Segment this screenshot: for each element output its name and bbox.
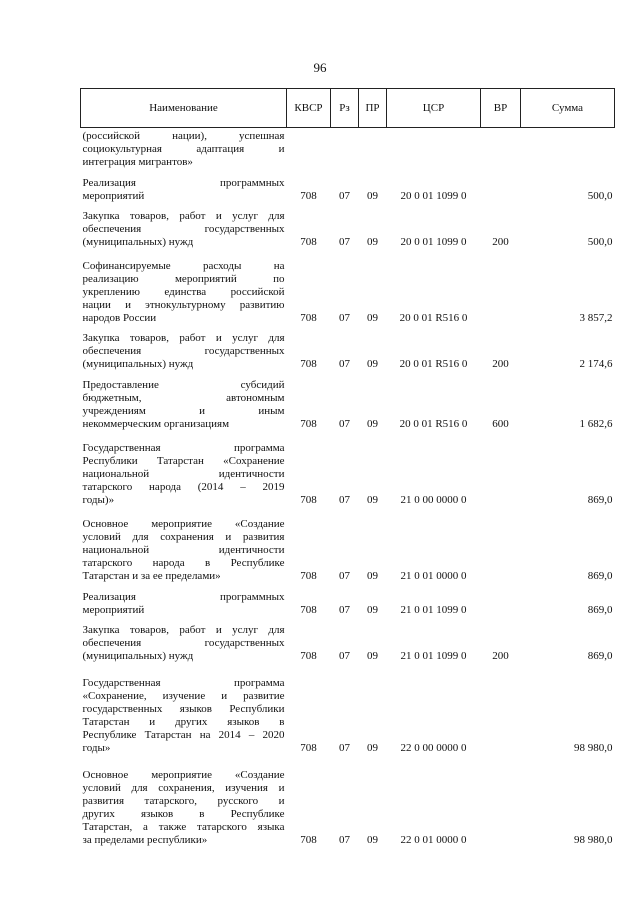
row-name-line: некоммерческим организациям bbox=[82, 417, 230, 430]
row-kvsr: 708 bbox=[300, 311, 317, 324]
row-rz: 07 bbox=[339, 493, 350, 506]
header-csr: ЦСР bbox=[387, 89, 481, 128]
header-vr: ВР bbox=[481, 89, 521, 128]
row-name bbox=[81, 758, 287, 850]
row-name-line: народов России bbox=[82, 311, 157, 324]
row-rz: 07 bbox=[339, 649, 350, 662]
row-kvsr: 708 bbox=[300, 189, 317, 202]
row-vr: 200 bbox=[492, 357, 509, 370]
row-name bbox=[81, 328, 287, 374]
row-pr: 09 bbox=[367, 357, 378, 370]
header-sum: Сумма bbox=[521, 89, 615, 128]
table-body bbox=[81, 128, 615, 850]
header-name: Наименование bbox=[81, 89, 287, 128]
row-csr: 20 0 01 1099 0 bbox=[400, 189, 467, 202]
row-csr: 21 0 00 0000 0 bbox=[400, 493, 467, 506]
row-name-line: обеспечения государственных bbox=[82, 636, 285, 649]
row-pr bbox=[359, 128, 387, 172]
row-csr: 20 0 01 R516 0 bbox=[399, 311, 468, 324]
row-name-line: Татарстан, а также татарского языка bbox=[82, 820, 285, 833]
row-sum bbox=[521, 128, 615, 172]
row-name-line: условий для сохранения, изучения и bbox=[82, 781, 285, 794]
header-rz: Рз bbox=[331, 89, 359, 128]
row-csr: 22 0 00 0000 0 bbox=[400, 741, 467, 754]
table-row bbox=[81, 206, 615, 252]
row-name-line: Татарстан и за ее пределами» bbox=[82, 569, 221, 582]
row-name bbox=[81, 206, 287, 252]
row-name-line: «Сохранение, изучение и развитие bbox=[82, 689, 285, 702]
row-name-line: Реализация программных bbox=[82, 590, 285, 603]
row-kvsr: 708 bbox=[300, 569, 317, 582]
table-row bbox=[81, 128, 615, 172]
row-pr: 09 bbox=[367, 603, 378, 616]
row-name-line: социокультурная адаптация и bbox=[82, 142, 285, 155]
row-name-line: Закупка товаров, работ и услуг для bbox=[82, 623, 285, 636]
row-name-line: Основное мероприятие «Создание bbox=[82, 517, 285, 530]
row-sum: 869,0 bbox=[587, 603, 613, 616]
table-row bbox=[81, 586, 615, 620]
row-rz: 07 bbox=[339, 833, 350, 846]
row-pr: 09 bbox=[367, 649, 378, 662]
row-name-line: Татарстан и других языков в bbox=[82, 715, 285, 728]
row-name-line: обеспечения государственных bbox=[82, 222, 285, 235]
row-kvsr: 708 bbox=[300, 833, 317, 846]
page-number: 96 bbox=[313, 60, 327, 75]
row-vr: 200 bbox=[492, 235, 509, 248]
row-name-line: мероприятий bbox=[82, 603, 145, 616]
row-name-line: годы» bbox=[82, 741, 111, 754]
row-csr bbox=[387, 128, 481, 172]
row-vr bbox=[481, 128, 521, 172]
row-name-line: национальной идентичности bbox=[82, 467, 285, 480]
row-rz: 07 bbox=[339, 569, 350, 582]
row-kvsr: 708 bbox=[300, 357, 317, 370]
row-sum: 98 980,0 bbox=[574, 833, 613, 846]
row-name bbox=[81, 128, 287, 172]
row-sum: 869,0 bbox=[587, 493, 613, 506]
table-row bbox=[81, 328, 615, 374]
row-pr: 09 bbox=[367, 417, 378, 430]
row-rz: 07 bbox=[339, 311, 350, 324]
row-name-line: за пределами республики» bbox=[82, 833, 208, 846]
row-rz: 07 bbox=[339, 603, 350, 616]
row-csr: 22 0 01 0000 0 bbox=[400, 833, 467, 846]
row-name-line: Предоставление субсидий bbox=[82, 378, 285, 391]
row-name-line: Софинансируемые расходы на bbox=[82, 259, 285, 272]
budget-table bbox=[80, 88, 615, 850]
row-sum: 869,0 bbox=[587, 649, 613, 662]
header-kvsr: КВСР bbox=[287, 89, 331, 128]
table-row bbox=[81, 374, 615, 434]
table-row bbox=[81, 434, 615, 510]
row-sum: 500,0 bbox=[587, 235, 613, 248]
row-name-line: Закупка товаров, работ и услуг для bbox=[82, 331, 285, 344]
row-pr: 09 bbox=[367, 493, 378, 506]
table-row bbox=[81, 510, 615, 586]
table-row bbox=[81, 758, 615, 850]
row-name-line: реализацию мероприятий по bbox=[82, 272, 285, 285]
row-kvsr: 708 bbox=[300, 649, 317, 662]
row-vr: 600 bbox=[492, 417, 509, 430]
row-csr: 20 0 01 1099 0 bbox=[400, 235, 467, 248]
row-name-line: (российской нации), успешная bbox=[82, 129, 285, 142]
row-sum: 98 980,0 bbox=[574, 741, 613, 754]
table-row bbox=[81, 172, 615, 206]
row-name-line: Закупка товаров, работ и услуг для bbox=[82, 209, 285, 222]
row-vr bbox=[481, 434, 521, 510]
row-pr: 09 bbox=[367, 189, 378, 202]
row-csr: 20 0 01 R516 0 bbox=[399, 417, 468, 430]
row-rz: 07 bbox=[339, 235, 350, 248]
row-name-line: Основное мероприятие «Создание bbox=[82, 768, 285, 781]
row-kvsr: 708 bbox=[300, 417, 317, 430]
row-name-line: укреплению единства российской bbox=[82, 285, 285, 298]
row-name bbox=[81, 586, 287, 620]
row-name-line: татарского народа (2014 – 2019 bbox=[82, 480, 285, 493]
header-pr: ПР bbox=[359, 89, 387, 128]
row-name bbox=[81, 434, 287, 510]
table-row bbox=[81, 252, 615, 328]
row-kvsr: 708 bbox=[300, 493, 317, 506]
row-name-line: других языков в Республике bbox=[82, 807, 285, 820]
row-csr: 21 0 01 1099 0 bbox=[400, 649, 467, 662]
row-rz: 07 bbox=[339, 741, 350, 754]
row-name-line: Государственная программа bbox=[82, 676, 285, 689]
row-vr bbox=[481, 252, 521, 328]
row-kvsr bbox=[287, 128, 331, 172]
table-row bbox=[81, 620, 615, 666]
row-name bbox=[81, 172, 287, 206]
row-csr: 21 0 01 1099 0 bbox=[400, 603, 467, 616]
row-rz: 07 bbox=[339, 417, 350, 430]
row-name-line: Республики Татарстан «Сохранение bbox=[82, 454, 285, 467]
row-kvsr: 708 bbox=[300, 235, 317, 248]
row-name-line: нации и этнокультурному развитию bbox=[82, 298, 285, 311]
row-name-line: развития татарского, русского и bbox=[82, 794, 285, 807]
row-name-line: интеграция мигрантов» bbox=[82, 155, 193, 168]
row-name-line: (муниципальных) нужд bbox=[82, 235, 194, 248]
row-kvsr: 708 bbox=[300, 603, 317, 616]
row-sum: 869,0 bbox=[587, 569, 613, 582]
row-pr: 09 bbox=[367, 833, 378, 846]
row-pr: 09 bbox=[367, 235, 378, 248]
row-sum: 3 857,2 bbox=[579, 311, 613, 324]
row-csr: 20 0 01 R516 0 bbox=[399, 357, 468, 370]
row-name bbox=[81, 666, 287, 758]
row-name-line: (муниципальных) нужд bbox=[82, 649, 194, 662]
row-sum: 2 174,6 bbox=[579, 357, 613, 370]
row-name-line: условий для сохранения и развития bbox=[82, 530, 285, 543]
row-pr: 09 bbox=[367, 311, 378, 324]
row-rz: 07 bbox=[339, 357, 350, 370]
row-csr: 21 0 01 0000 0 bbox=[400, 569, 467, 582]
row-name-line: национальной идентичности bbox=[82, 543, 285, 556]
table-row bbox=[81, 666, 615, 758]
row-name bbox=[81, 252, 287, 328]
row-name bbox=[81, 620, 287, 666]
row-name bbox=[81, 374, 287, 434]
row-pr: 09 bbox=[367, 741, 378, 754]
row-vr bbox=[481, 586, 521, 620]
row-vr bbox=[481, 172, 521, 206]
row-rz bbox=[331, 128, 359, 172]
row-name-line: мероприятий bbox=[82, 189, 145, 202]
row-rz: 07 bbox=[339, 189, 350, 202]
row-name-line: Республике Татарстан на 2014 – 2020 bbox=[82, 728, 285, 741]
row-name-line: учреждениям и иным bbox=[82, 404, 285, 417]
row-sum: 1 682,6 bbox=[579, 417, 613, 430]
row-vr bbox=[481, 666, 521, 758]
row-name-line: государственных языков Республики bbox=[82, 702, 285, 715]
row-kvsr: 708 bbox=[300, 741, 317, 754]
row-name-line: бюджетным, автономным bbox=[82, 391, 285, 404]
row-name-line: татарского народа в Республике bbox=[82, 556, 285, 569]
row-name-line: Реализация программных bbox=[82, 176, 285, 189]
row-name-line: Государственная программа bbox=[82, 441, 285, 454]
row-name-line: обеспечения государственных bbox=[82, 344, 285, 357]
row-vr: 200 bbox=[492, 649, 509, 662]
row-sum: 500,0 bbox=[587, 189, 613, 202]
row-name bbox=[81, 510, 287, 586]
row-pr: 09 bbox=[367, 569, 378, 582]
table-header-row bbox=[81, 89, 615, 128]
row-vr bbox=[481, 510, 521, 586]
row-vr bbox=[481, 758, 521, 850]
row-name-line: (муниципальных) нужд bbox=[82, 357, 194, 370]
row-name-line: годы)» bbox=[82, 493, 115, 506]
